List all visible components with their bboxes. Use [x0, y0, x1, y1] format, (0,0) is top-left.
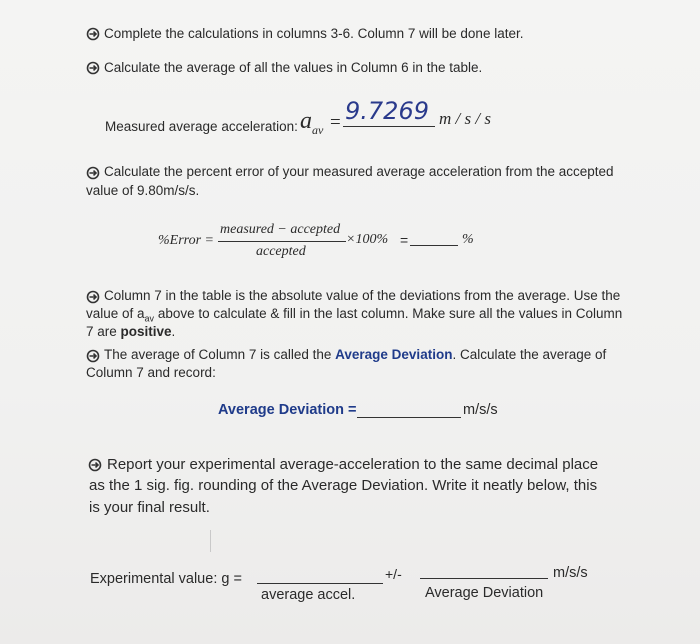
arrow-bullet-icon — [86, 349, 100, 363]
formula-denominator: accepted — [256, 244, 306, 259]
formula-numerator: measured − accepted — [220, 222, 341, 237]
fraction-bar — [218, 241, 346, 242]
arrow-bullet-icon — [86, 61, 100, 75]
plus-minus: +/- — [385, 566, 402, 582]
average-deviation-answer-line — [357, 417, 461, 418]
average-deviation-unit: m/s/s — [463, 402, 498, 418]
experimental-value-answer-line — [257, 583, 383, 584]
formula-equals: = — [400, 232, 409, 248]
instruction-percent-error-2: value of 9.80m/s/s. — [86, 183, 200, 198]
arrow-bullet-icon — [86, 166, 100, 180]
instruction-column7-3: 7 are positive. — [86, 324, 176, 339]
accel-symbol: $a_{av}$ — [300, 108, 324, 137]
formula-multiplier: ×100% — [346, 232, 389, 247]
instruction-average-deviation-1: The average of Column 7 is called the Average Deviation. Calculate the average of — [104, 347, 607, 362]
caption-average-deviation: Average Deviation — [425, 585, 544, 601]
instruction-column7-2: value of $a_{av}$ above to calculate & fill in the last column. Make sure all the values in Column — [86, 306, 623, 324]
accel-answer-line — [343, 126, 435, 127]
instruction-column7-1: Column 7 in the table is the absolute value of the deviations from the average. Use the — [104, 288, 621, 303]
instruction-percent-error-1: Calculate the percent error of your measured average acceleration from the accepted — [104, 164, 614, 179]
average-deviation-label: Average Deviation = — [218, 402, 357, 418]
percent-error-label: %Error = — [158, 233, 214, 248]
instruction-report-1: Report your experimental average-acceleration to the same decimal place — [107, 456, 599, 473]
arrow-bullet-icon — [86, 27, 100, 41]
experimental-unit: m/s/s — [553, 565, 588, 581]
instruction-report-2: as the 1 sig. fig. rounding of the Average Deviation. Write it neatly below, this — [89, 477, 598, 494]
instruction-calculate-average: Calculate the average of all the values in Column 6 in the table. — [104, 60, 483, 75]
instruction-average-deviation-2: Column 7 and record: — [86, 365, 216, 380]
instruction-complete-calculations: Complete the calculations in columns 3-6. Column 7 will be done later. — [104, 26, 524, 41]
pencil-mark — [210, 530, 211, 552]
experimental-deviation-answer-line — [420, 578, 548, 579]
experimental-value-label: Experimental value: g = — [90, 571, 242, 587]
instruction-report-3: is your final result. — [89, 499, 210, 516]
handwritten-accel-value: 9.7269 — [345, 97, 429, 125]
accel-units: m / s / s — [439, 109, 491, 128]
measured-accel-label: Measured average acceleration: — [105, 119, 298, 134]
caption-average-accel: average accel. — [261, 587, 356, 603]
arrow-bullet-icon — [88, 458, 102, 472]
percent-unit: % — [462, 232, 474, 247]
accel-equals: = — [330, 112, 341, 133]
percent-error-answer-line — [410, 245, 458, 246]
arrow-bullet-icon — [86, 290, 100, 304]
